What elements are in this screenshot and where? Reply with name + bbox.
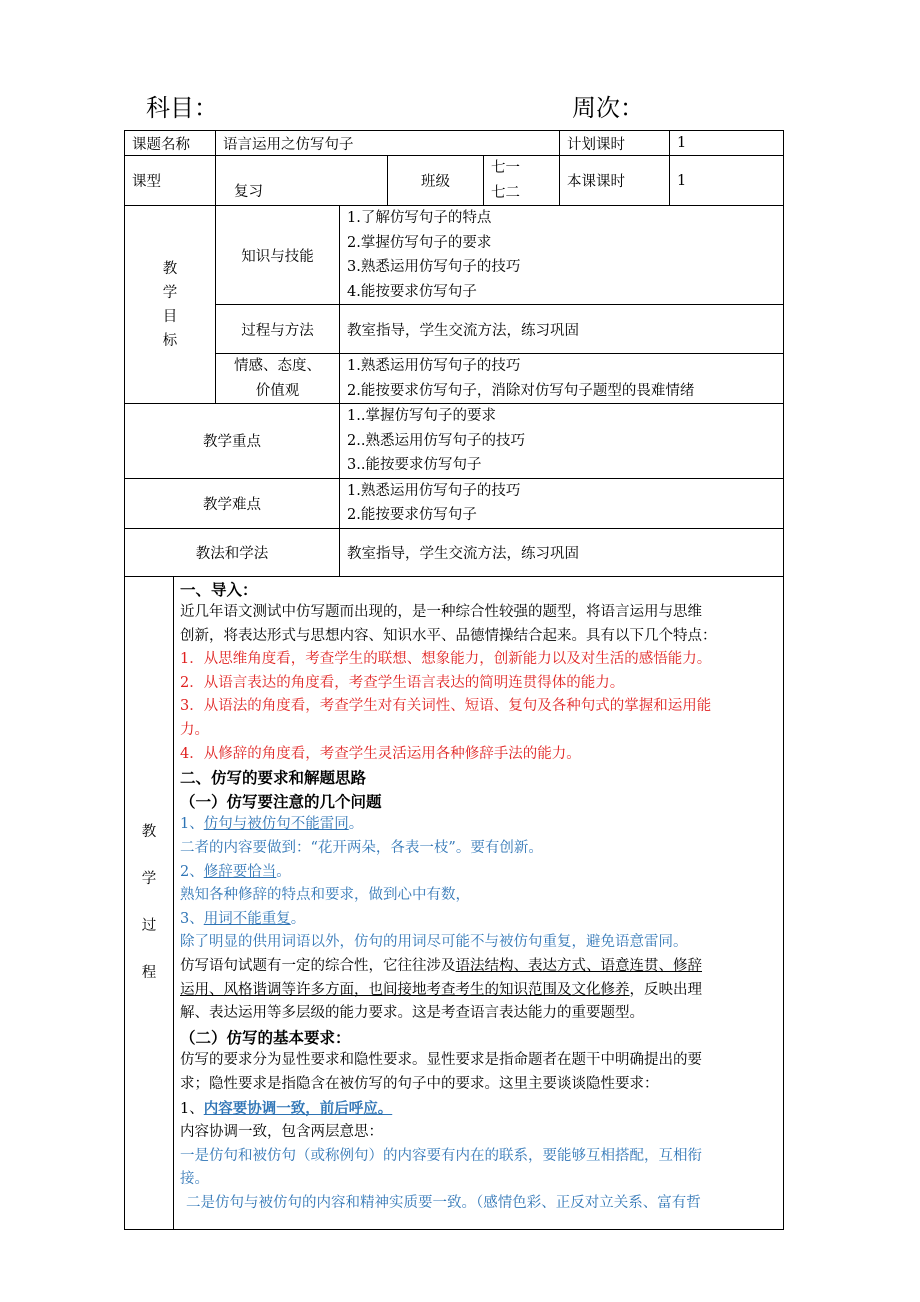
- intro-title: 一、导入：: [180, 579, 258, 599]
- objectives-char-1: 教: [162, 260, 178, 277]
- methods-row: [125, 528, 784, 576]
- issue-2-num: 2、: [180, 863, 204, 880]
- emotion-row: [125, 354, 784, 404]
- requirement-1: [180, 1097, 777, 1122]
- process-method-label: 过程与方法: [216, 305, 340, 354]
- difficulties-label: 教学难点: [125, 478, 340, 528]
- planned-hours-value: 1: [670, 131, 784, 156]
- type-label: 课型: [125, 156, 216, 206]
- knowledge-item: 4.能按要求仿写句子: [347, 283, 477, 300]
- issue-2-end: 。: [276, 863, 291, 880]
- requirement-1-title: 内容要协调一致，前后呼应。: [203, 1099, 393, 1117]
- issue-3-title: 用词不能重复: [203, 910, 291, 927]
- requirement-1-desc: 内容协调一致，包含两层意思：: [180, 1124, 383, 1141]
- knowledge-item: 3.熟悉运用仿写句子的技巧: [347, 259, 521, 275]
- intro-line: 近几年语文测试中仿写题而出现的，是一种综合性较强的题型，将语言运用与思维: [180, 604, 702, 621]
- requirement-1-num: 1、: [180, 1100, 204, 1117]
- issue-2-title: 修辞要恰当: [203, 863, 277, 880]
- difficulties-items: [340, 478, 784, 528]
- key-points-label: 教学重点: [125, 404, 340, 479]
- issue-2-desc: 熟知各种修辞的特点和要求，做到心中有数，: [180, 887, 470, 904]
- requirement-line: 仿写的要求分为显性要求和隐性要求。显性要求是指命题者在题干中明确提出的要: [180, 1052, 702, 1069]
- process-char-1: 教: [141, 823, 157, 840]
- knowledge-item: 1.了解仿写句子的特点: [347, 210, 492, 226]
- difficulties-row: [125, 478, 784, 528]
- emotion-label-line: 情感、态度、: [234, 358, 321, 374]
- lesson-plan-table: [124, 130, 784, 1230]
- issue-1-desc: 二者的内容要做到：“花开两朵，各表一枝”。要有创新。: [180, 840, 543, 857]
- objectives-char-4: 标: [162, 332, 178, 349]
- process-char-2: 学: [141, 870, 157, 887]
- methods-text: 教室指导，学生交流方法，练习巩固: [340, 528, 784, 576]
- key-point-item: 3..能按要求仿写句子: [347, 457, 482, 473]
- process-char-4: 程: [141, 964, 157, 981]
- requirement-1-point-1: 一是仿句和被仿句（或称例句）的内容要有内在的联系，要能够互相搭配，互相衔: [180, 1147, 702, 1164]
- emotion-label-line: 价值观: [255, 382, 300, 399]
- objectives-label: [125, 206, 216, 404]
- summary-line-2-post: ，反映出理: [629, 981, 702, 998]
- requirement-line: 求；隐性要求是指隐含在被仿写的句子中的要求。这里主要谈谈隐性要求：: [180, 1075, 659, 1092]
- issue-3: [180, 908, 777, 932]
- knowledge-label: 知识与技能: [216, 206, 340, 305]
- objectives-char-3: 目: [162, 308, 178, 325]
- key-point-item: 1..掌握仿写句子的要求: [347, 408, 496, 424]
- type-row: [125, 156, 784, 206]
- issue-1-end: 。: [348, 816, 364, 833]
- requirement-1-point-2: 二是仿句与被仿句的内容和精神实质要一致。（感情色彩、正反对立关系、富有哲: [186, 1194, 701, 1211]
- issue-1-title: 仿句与被仿句不能雷同: [203, 816, 349, 833]
- planned-hours-label: 计划课时: [560, 131, 670, 156]
- objectives-char-2: 学: [162, 284, 178, 301]
- sub1-title: （一）仿写要注意的几个问题: [180, 791, 382, 811]
- process-method-text: 教室指导，学生交流方法，练习巩固: [340, 305, 784, 354]
- summary-line-1-pre: 仿写语句试题有一定的综合性，它往往涉及: [180, 958, 456, 974]
- feature-item: 4．从修辞的角度看，考查学生灵活运用各种修辞手法的能力。: [180, 745, 581, 762]
- key-point-item: 2..熟悉运用仿写句子的技巧: [347, 432, 525, 449]
- issue-1-num: 1、: [180, 816, 204, 833]
- key-points-row: [125, 404, 784, 479]
- emotion-items: [340, 354, 784, 404]
- process-content: [174, 576, 784, 1229]
- requirement-1-point-1: 接。: [180, 1171, 209, 1188]
- class-value-1: 七一: [491, 160, 520, 176]
- process-row: [125, 576, 784, 1229]
- issue-3-num: 3、: [180, 910, 204, 927]
- summary-line-1: [180, 955, 777, 979]
- process-method-row: [125, 305, 784, 354]
- process-label: [125, 576, 174, 1229]
- subject-label: 科目：: [146, 94, 218, 122]
- class-value-2: 七二: [491, 184, 520, 201]
- class-values: [484, 156, 560, 206]
- lesson-hours-value: 1: [670, 156, 784, 206]
- difficulty-item: 2.能按要求仿写句子: [347, 507, 477, 523]
- week-label: 周次：: [572, 94, 644, 122]
- knowledge-item: 2.掌握仿写句子的要求: [347, 234, 492, 251]
- feature-item: 1．从思维角度看，考查学生的联想、想象能力，创新能力以及对生活的感悟能力。: [180, 651, 712, 668]
- knowledge-row: [125, 206, 784, 305]
- summary-line-2: [180, 979, 777, 1003]
- methods-label: 教法和学法: [125, 528, 340, 576]
- class-label: 班级: [388, 156, 484, 206]
- summary-line-3: 解、表达运用等多层级的能力要求。这是考查语言表达能力的重要题型。: [180, 1005, 644, 1022]
- knowledge-items: [340, 206, 784, 305]
- sub2-title: （二）仿写的基本要求：: [180, 1027, 351, 1047]
- difficulty-item: 1.熟悉运用仿写句子的技巧: [347, 482, 521, 499]
- type-value: 复习: [216, 156, 388, 206]
- issue-3-desc: 除了明显的供用词语以外，仿句的用词尽可能不与被仿句重复，避免语意雷同。: [180, 934, 688, 951]
- key-points-items: [340, 404, 784, 479]
- feature-item: 2．从语言表达的角度看，考查学生语言表达的简明连贯得体的能力。: [180, 674, 625, 691]
- process-char-3: 过: [141, 917, 157, 934]
- emotion-item: 1.熟悉运用仿写句子的技巧: [347, 358, 521, 374]
- emotion-item: 2.能按要求仿写句子，消除对仿写句子题型的畏难情绪: [347, 382, 695, 399]
- emotion-label: [216, 354, 340, 404]
- feature-item: 3．从语法的角度看，考查学生对有关词性、短语、复句及各种句式的掌握和运用能: [180, 698, 712, 715]
- feature-item: 力。: [180, 722, 209, 739]
- summary-line-1-underlined: 语法结构、表达方式、语意连贯、修辞: [455, 958, 702, 974]
- topic-value: 语言运用之仿写句子: [216, 131, 560, 156]
- topic-label: 课题名称: [125, 131, 216, 156]
- topic-row: [125, 131, 784, 156]
- issue-1: [180, 813, 777, 837]
- issue-3-end: 。: [290, 910, 306, 927]
- summary-line-2-underlined: 运用、风格谐调等许多方面，也间接地考查考生的知识范围及文化修养: [180, 981, 630, 998]
- intro-line: 创新，将表达形式与思想内容、知识水平、品德情操结合起来。具有以下几个特点：: [180, 627, 717, 644]
- issue-2: [180, 861, 777, 885]
- part2-title: 二、仿写的要求和解题思路: [180, 768, 367, 788]
- lesson-hours-label: 本课课时: [560, 156, 670, 206]
